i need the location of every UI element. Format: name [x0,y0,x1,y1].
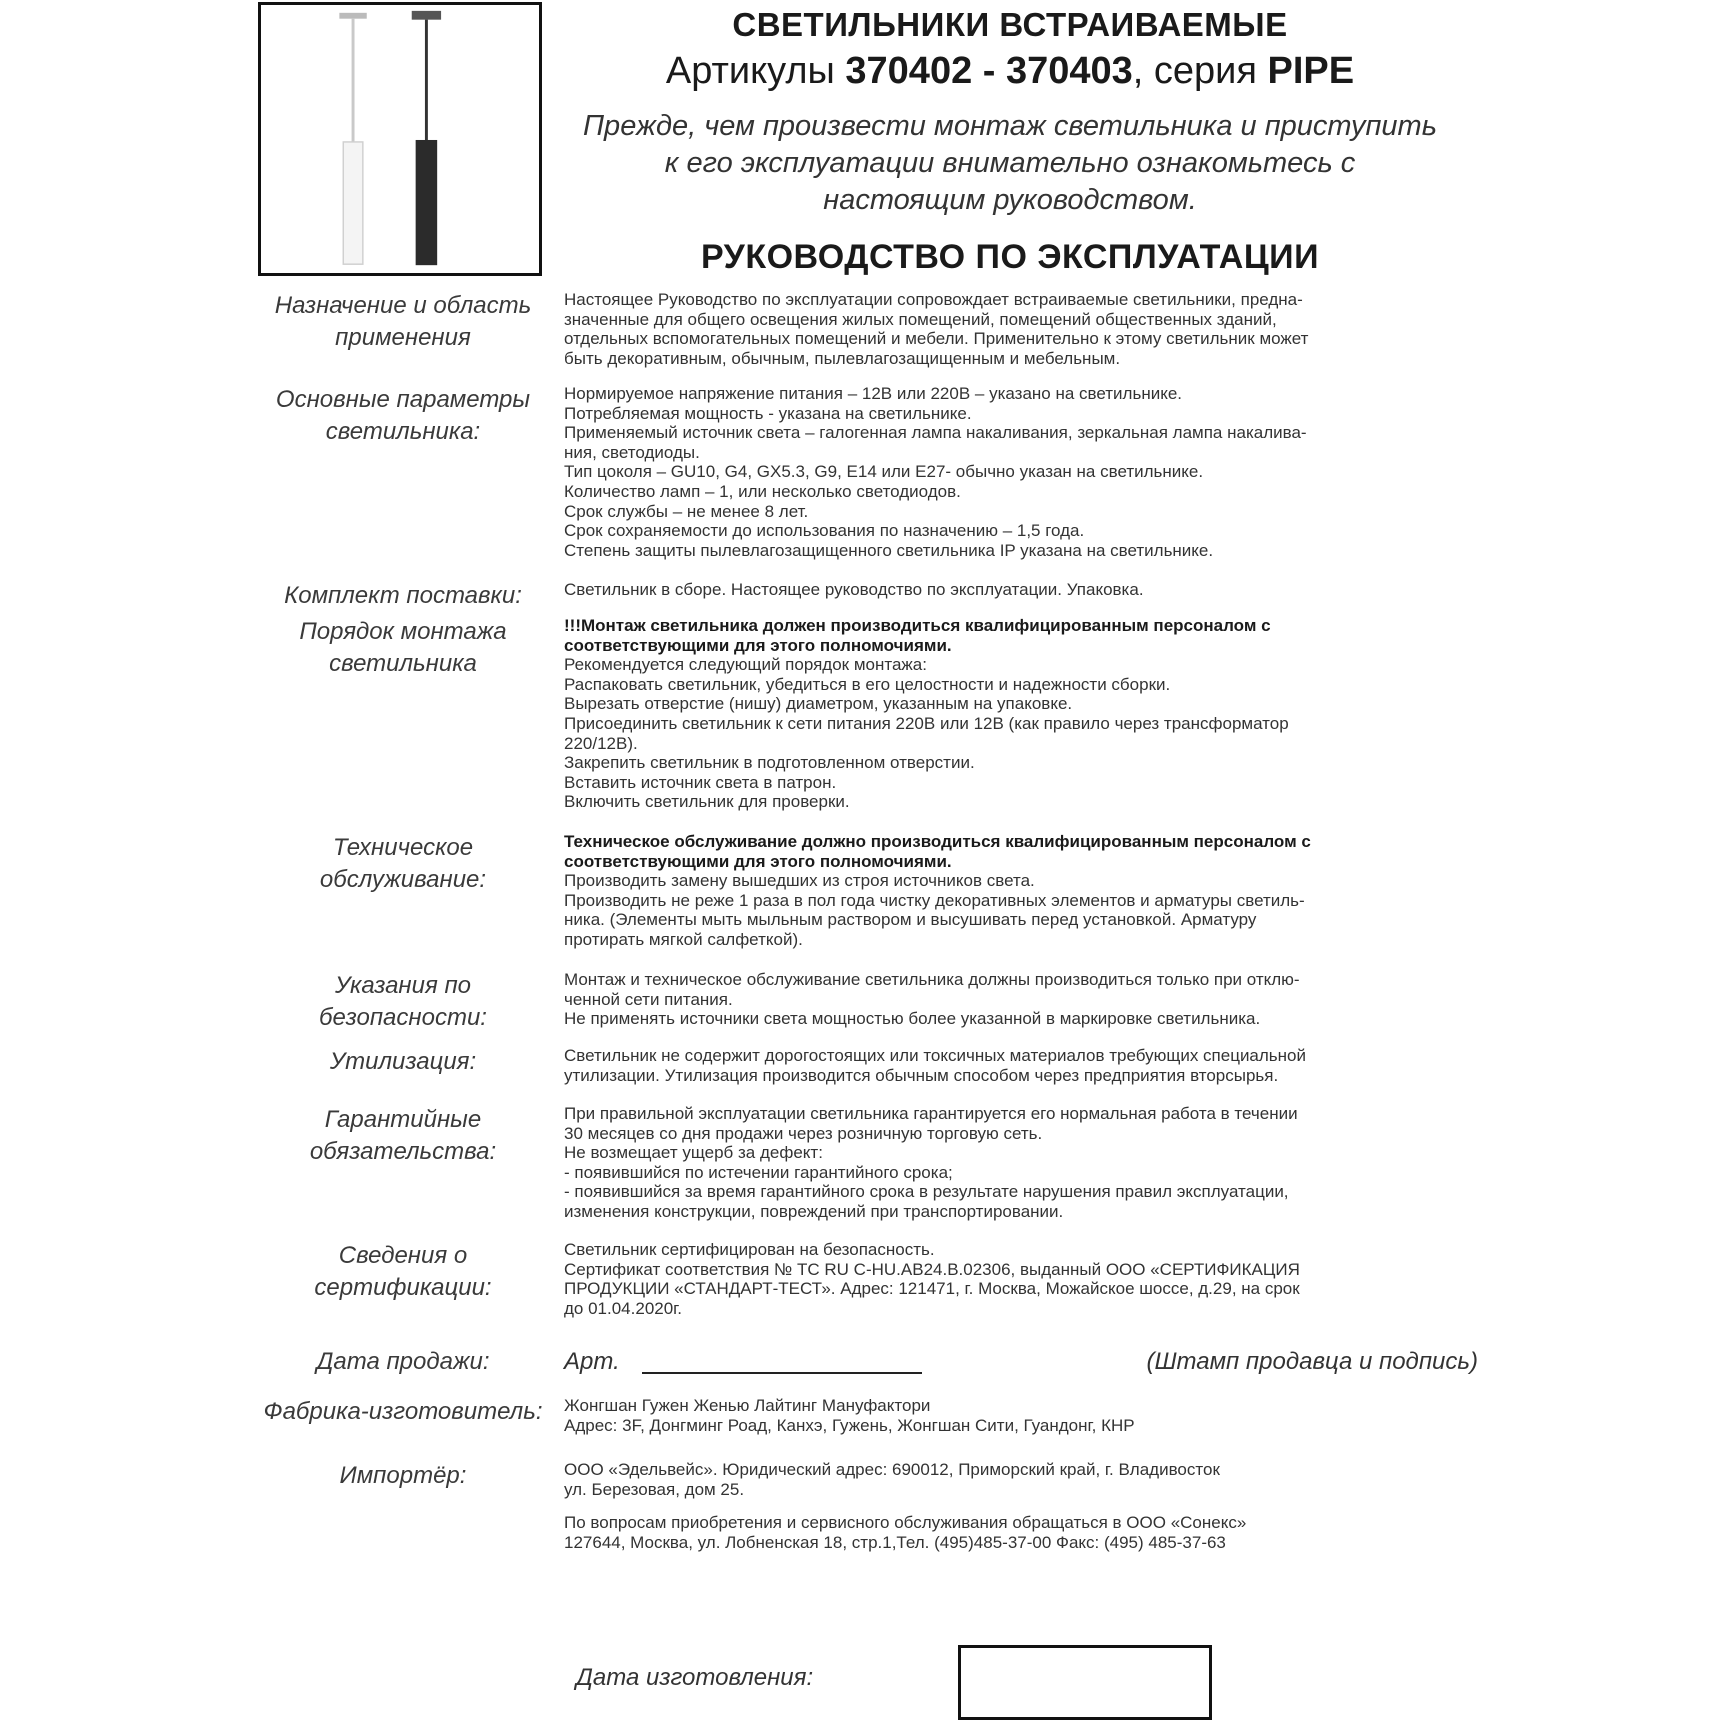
section-label: Импортёр: [339,1462,467,1489]
section-label: Основные параметры светильника: [275,386,531,445]
section-text: Монтаж и техническое обслуживание светильника должны производиться только при отклю- ченной сети питания. Не применять источники света мощностью более указанной в маркировке светильника. [564,970,1300,1029]
section-label: Сведения о сертификации: [314,1242,492,1301]
manufacture-date-box [958,1645,1212,1720]
articles-line: Артикулы 370402 - 370403, серия PIPE [665,50,1355,92]
section-text: Техническое обслуживание должно производиться квалифицированным персоналом с соответствующими для этого полномочиями. Производить замену вышедших из строя источников света. Производить не реже 1 раза в пол года чистку декоративных элементов и арматуры светиль- ника. (Элементы мыть мыльным раствором и высушивать перед установкой. Арматуру протирать мягкой салфеткой). [564,832,1311,949]
article-label: Арт. [564,1348,620,1375]
article-entry-line [642,1350,922,1374]
section-label: Назначение и область применения [274,292,532,351]
section-factory [258,1396,1468,1460]
section-sale-date [258,1336,1478,1388]
section-safety [258,970,1468,1046]
section-purpose [258,290,1468,384]
section-install [258,616,1468,832]
section-label: Комплект поставки: [284,582,522,609]
section-warranty [258,1104,1468,1240]
section-disposal [258,1046,1468,1104]
section-text: При правильной эксплуатации светильника гарантируется его нормальная работа в течении 30 месяцев со дня продажи через розничную торговую сеть. Не возмещает ущерб за дефект: - появившийся по истечении гарантийного срока; - появившийся за время гарантийного срока в результате нарушения правил эксплуатации, изменения конструкции, повреждений при транспортировании. [564,1104,1298,1221]
section-text: Нормируемое напряжение питания – 12В или 220В – указано на светильнике. Потребляемая мощность - указана на светильнике. Применяемый источник света – галогенная лампа накаливания, зеркальная лампа накалива- ния, светодиоды. Тип цоколя – GU10, G4, GX5.3, G9, E14 или E27- обычно указан на светильнике. Количество ламп – 1, или несколько светодиодов. Срок службы – не менее 8 лет. Срок сохраняемости до использования по назначению – 1,5 года. Степень защиты пылевлагозащищенного светильника IP указана на светильнике. [564,384,1307,560]
section-text: Светильник сертифицирован на безопасность. Сертификат соответствия № ТС RU C-HU.АВ24.В.02306, выданный ООО «СЕРТИФИКАЦИЯ ПРОДУКЦИИ «СТАНДАРТ-ТЕСТ». Адрес: 121471, г. Москва, Можайское шоссе, д.29, на срок до 01.04.2020г. [564,1240,1300,1318]
section-label: Техническое обслуживание: [319,834,487,893]
pendant-lamps-image [261,5,539,273]
section-importer [258,1460,1468,1560]
section-text: Светильник не содержит дорогостоящих или токсичных материалов требующих специальной утилизации. Утилизация производится обычным способом через предприятия вторсырья. [564,1046,1307,1085]
section-text: Настоящее Руководство по эксплуатации сопровождает встраиваемые светильники, предна- значенные для общего освещения жилых помещений, помещений общественных зданий, отдельных вспомогательных помещений и мебели. Применительно к этому светильник может быть декоративным, обычным, пылевлагозащищенным и мебельным. [564,290,1309,368]
section-label: Указания по безопасности: [319,972,487,1031]
section-label: Порядок монтажа светильника [299,618,507,677]
section-maintenance [258,832,1468,970]
section-text: ООО «Эдельвейс». Юридический адрес: 690012, Приморский край, г. Владивосток ул. Березовая, дом 25. По вопросам приобретения и сервисного обслуживания обращаться в ООО «Сонекс» 127644, Москва, ул. Лобненская 18, стр.1,Тел. (495)485-37-00 Факс: (495) 485-37-63 [564,1460,1247,1552]
intro-note: Прежде, чем произвести монтаж светильника и приступить к его эксплуатации внимательно ознакомьтесь с настоящим руководством. [583,110,1437,216]
section-text: Жонгшан Гужен Женью Лайтинг Мануфактори Адрес: 3F, Донгминг Роад, Канхэ, Гужень, Жонгшан Сити, Гуандонг, КНР [564,1396,1135,1435]
section-label: Утилизация: [329,1048,477,1075]
manufacture-date-label: Дата изготовления: [576,1664,814,1691]
seller-stamp-label: (Штамп продавца и подпись) [1146,1348,1478,1375]
manual-title: РУКОВОДСТВО ПО ЭКСПЛУАТАЦИИ [700,238,1320,276]
article-numbers: 370402 - 370403 [845,50,1133,92]
series-name: PIPE [1267,50,1355,92]
manual-sections [258,290,1478,1560]
section-certification [258,1240,1468,1332]
section-label: Фабрика-изготовитель: [263,1398,543,1425]
section-label: Дата продажи: [316,1348,490,1375]
document-header [560,0,1460,277]
section-kit [258,580,1468,616]
product-title: СВЕТИЛЬНИКИ ВСТРАИВАЕМЫЕ [732,6,1288,43]
section-params [258,384,1468,580]
section-label: Гарантийные обязательства: [309,1106,497,1165]
product-photo [258,2,542,276]
section-text: !!!Монтаж светильника должен производиться квалифицированным персоналом с соответствующими для этого полномочиями. Рекомендуется следующий порядок монтажа: Распаковать светильник, убедиться в его целостности и надежности сборки. Вырезать отверстие (нишу) диаметром, указанным на упаковке. Присоединить светильник к сети питания 220В или 12В (как правило через трансформатор 220/12В). Закрепить светильник в подготовленном отверстии. Вставить источник света в патрон. Включить светильник для проверки. [564,616,1289,812]
section-text: Светильник в сборе. Настоящее руководство по эксплуатации. Упаковка. [564,580,1144,599]
